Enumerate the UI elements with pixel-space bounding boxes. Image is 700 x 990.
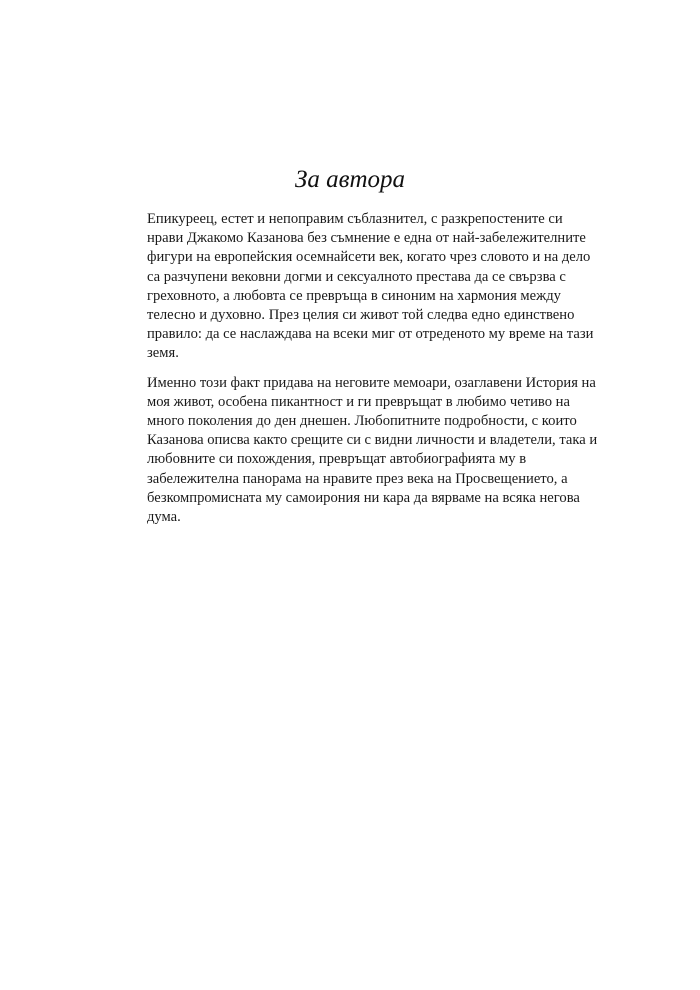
text-line: забележителна панорама на нравите през века на Просвещението, а <box>147 470 568 487</box>
text-line: Епикуреец, естет и непоправим съблазнител, с разкрепостените си <box>147 211 563 227</box>
text-line: моя живот, особена пикантност и ги превръщат в любимо четиво на <box>147 393 570 410</box>
text-line: любовните си похождения, превръщат автобиографията му в <box>147 451 527 468</box>
page-title: За автора <box>294 166 406 193</box>
text-line: земя. <box>147 345 179 362</box>
paragraph-2 <box>147 374 598 528</box>
text-line: греховното, а любовта се превръща в синоним на хармония между <box>147 287 561 304</box>
text-line: фигури на европейския осемнайсети век, когато чрез словото и на дело <box>147 249 591 266</box>
paragraph-1 <box>147 210 594 364</box>
text-line: са разчупени вековни догми и сексуалното престава да се свързва с <box>147 268 566 285</box>
text-line: много поколения до ден днешен. Любопитните подробности, с които <box>147 413 577 430</box>
text-line: дума. <box>147 509 181 526</box>
text-line: телесно и духовно. През целия си живот той следва едно единствено <box>147 307 575 324</box>
text-line: Казанова описва както срещите си с видни личности и владетели, така и <box>147 432 598 449</box>
body-text <box>147 210 598 527</box>
text-line: правило: да се наслаждава на всеки миг от отреденото му време на тази <box>147 326 594 343</box>
text-line: нрави Джакомо Казанова без съмнение е една от най-забележителните <box>147 230 586 247</box>
text-line: Именно този факт придава на неговите мемоари, озаглавени История на <box>147 374 596 391</box>
text-line: безкомпромисната му самоирония ни кара да вярваме на всяка негова <box>147 489 580 506</box>
